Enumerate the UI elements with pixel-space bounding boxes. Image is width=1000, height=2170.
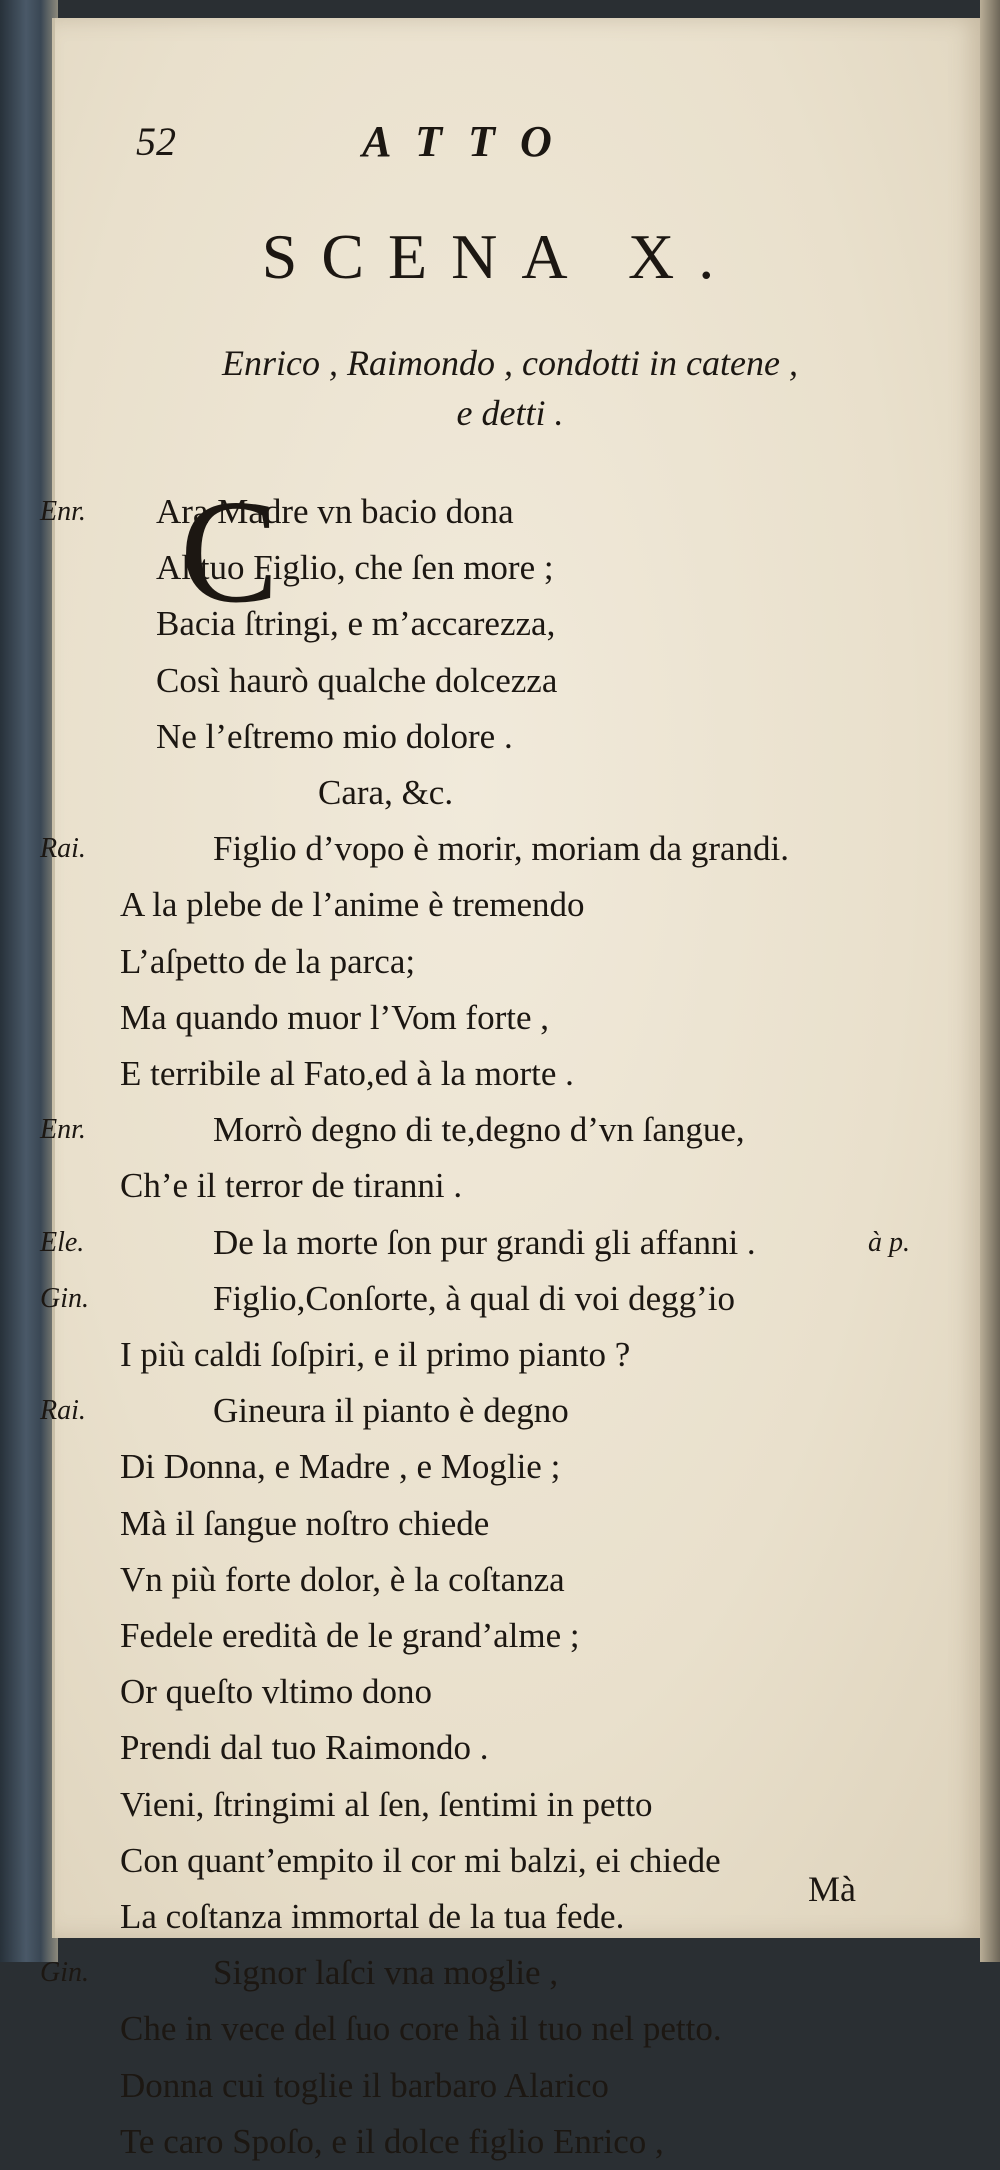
verse-text: Fedele eredità de le grand’alme ; <box>120 1616 580 1655</box>
speaker-label: Rai. <box>40 1395 86 1427</box>
dramatis-line-2: e detti . <box>456 393 564 433</box>
verse-line <box>0 877 930 933</box>
verse-text: Vieni, ſtringimi al ſen, ſentimi in petto <box>120 1784 653 1824</box>
verse-text: Or queſto vltimo dono <box>120 1672 433 1712</box>
verse-text: Gineura il pianto è degno <box>213 1391 569 1431</box>
running-title: ATTO <box>362 117 578 166</box>
verse-text: L’aſpetto de la parca; <box>120 941 416 981</box>
speaker-label: Enr. <box>40 496 86 527</box>
verse-text: De la morte ſon pur grandi gli affanni . <box>213 1222 756 1262</box>
verse-text: Ch’e il terror de tiranni . <box>120 1166 463 1206</box>
verse-text: E terribile al Fato,ed à la morte . <box>120 1054 574 1093</box>
verse-line <box>0 1383 930 1439</box>
verse-text: A la plebe de l’anime è tremendo <box>120 885 585 925</box>
verse-line <box>0 990 930 1046</box>
speaker-label: Ele. <box>40 1226 85 1258</box>
verse-line <box>0 1889 930 1945</box>
verse-line <box>0 934 930 990</box>
verse-text: I più caldi ſoſpiri, e il primo pianto ? <box>120 1335 631 1374</box>
verse-line <box>0 2058 930 2114</box>
verse-line <box>0 1439 930 1495</box>
verse-line <box>0 484 930 540</box>
dramatis-personae <box>120 338 900 438</box>
verse-line <box>0 1496 930 1552</box>
verse-text: Vn più forte dolor, è la coſtanza <box>120 1559 565 1599</box>
verse-text: Al tuo Figlio, che ſen more ; <box>156 548 554 588</box>
verse-line <box>0 1552 930 1608</box>
verse-text: Cara, &c. <box>318 773 454 812</box>
verse-text: Bacia ſtringi, e m’accarezza, <box>156 604 556 644</box>
verse-line <box>0 1046 930 1102</box>
verse-line <box>0 821 930 877</box>
verse-line <box>0 653 930 709</box>
page-edge <box>980 0 1000 1962</box>
verse-line <box>0 1327 930 1383</box>
verse-text: Morrò degno di te,degno d’vn ſangue, <box>213 1110 745 1150</box>
speaker-label: Rai. <box>40 833 86 865</box>
speaker-label: Gin. <box>40 1282 89 1314</box>
verse-text: Prendi dal tuo Raimondo . <box>120 1728 489 1768</box>
verse-text: Di Donna, e Madre , e Moglie ; <box>120 1447 561 1487</box>
verse-line <box>0 1945 930 2001</box>
speaker-label: Gin. <box>40 1957 89 1989</box>
verse-line <box>0 2114 930 2170</box>
verse-line <box>0 765 930 821</box>
drop-cap: C <box>180 470 279 634</box>
verse-line <box>0 1271 930 1327</box>
catchword: Mà <box>808 1869 856 1909</box>
verse-line <box>0 1720 930 1776</box>
stage-aside: à p. <box>868 1226 910 1258</box>
verse-text: Con quant’empito il cor mi balzi, ei chiede <box>120 1840 721 1880</box>
verse-line <box>0 1833 930 1889</box>
verse-line <box>0 1102 930 1158</box>
verse-text: Figlio,Conſorte, à qual di voi degg’io <box>213 1278 736 1318</box>
verse-line <box>0 2001 930 2057</box>
verse-line <box>0 540 930 596</box>
verse-text: Signor laſci vna moglie , <box>213 1953 559 1993</box>
verse-text: Figlio d’vopo è morir, moriam da grandi. <box>213 829 789 869</box>
verse-text: Mà il ſangue noſtro chiede <box>120 1503 490 1543</box>
verse-text: Che in vece del ſuo core hà il tuo nel petto. <box>120 2009 722 2049</box>
verse-text: Ne l’eſtremo mio dolore . <box>156 716 513 756</box>
verse-text: Donna cui toglie il barbaro Alarico <box>120 2065 609 2105</box>
verse-text: Ma quando muor l’Vom forte , <box>120 997 550 1037</box>
verse-line <box>0 596 930 652</box>
verse-line <box>0 1215 930 1271</box>
verse-line <box>0 1777 930 1833</box>
verse-text: Così haurò qualche dolcezza <box>156 660 558 700</box>
verse-line <box>0 709 930 765</box>
verse-line <box>0 1158 930 1214</box>
page-number: 52 <box>136 119 176 164</box>
verse-text: La coſtanza immortal de la tua fede. <box>120 1897 625 1936</box>
dramatis-line-1: Enrico , Raimondo , condotti in catene , <box>222 343 798 383</box>
speaker-label: Enr. <box>40 1114 86 1146</box>
verse-line <box>0 1608 930 1664</box>
scene-title: SCENA X. <box>261 221 739 292</box>
verse-text: Te caro Spoſo, e il dolce figlio Enrico , <box>120 2121 664 2161</box>
verse-line <box>0 1664 930 1720</box>
verse-text: Ara Madre vn bacio dona <box>156 492 514 531</box>
